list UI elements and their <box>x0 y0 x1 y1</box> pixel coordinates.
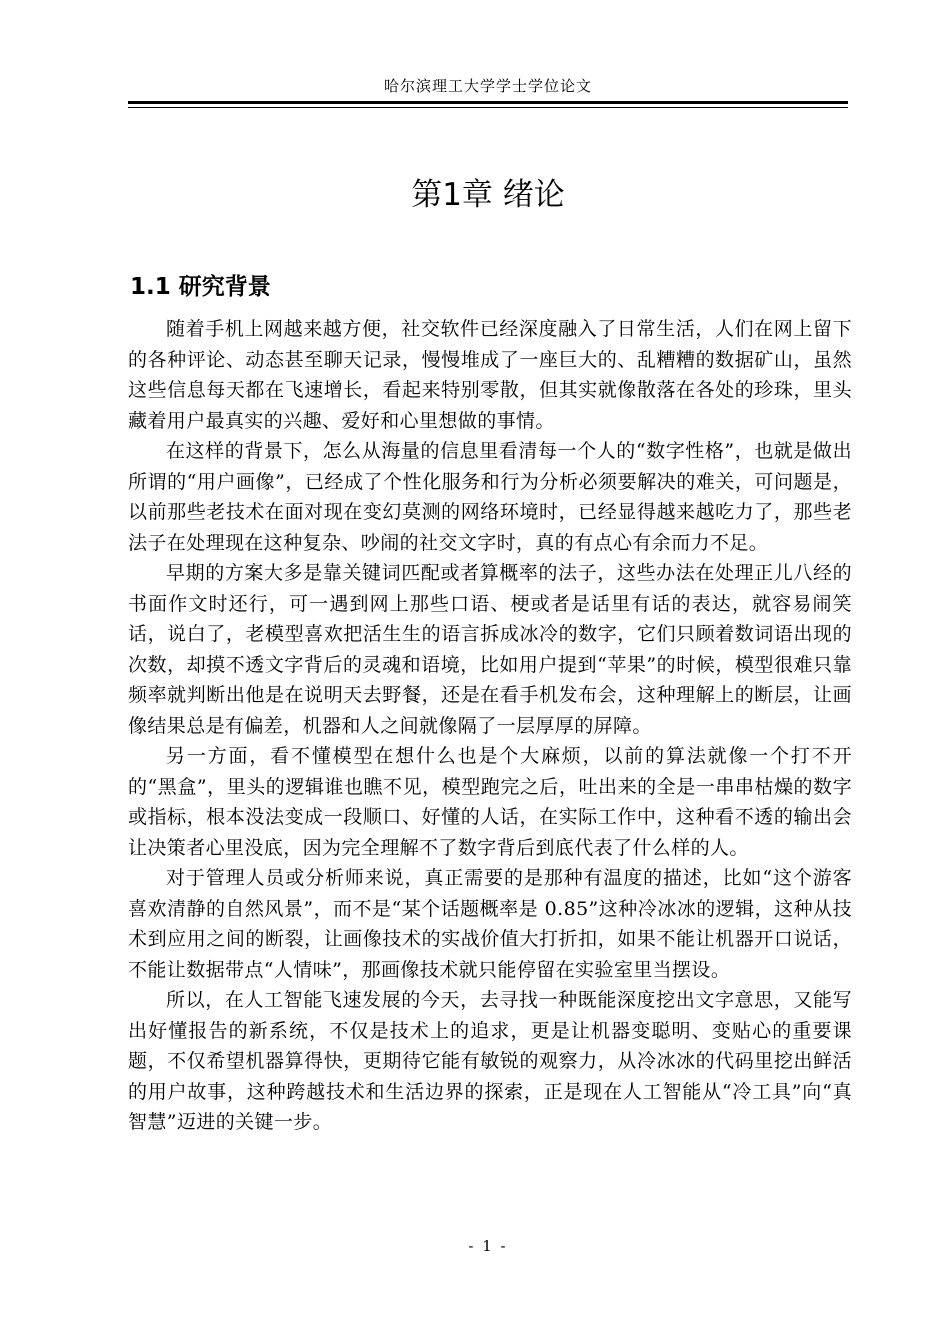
header-rule-thin <box>128 107 848 108</box>
chapter-title: 第1章 绪论 <box>411 176 565 213</box>
paragraph-1: 随着手机上网越来越方便，社交软件已经深度融入了日常生活，人们在网上留下的各种评论、动态甚至聊天记录，慢慢堆成了一座巨大的、乱糟糟的数据矿山，虽然这些信息每天都在飞速增长，看起来特别零散，但其实就像散落在各处的珍珠，里头藏着用户最真实的兴趣、爱好和心里想做的事情。 <box>128 318 852 432</box>
paragraph-2: 在这样的背景下，怎么从海量的信息里看清每一个人的“数字性格”，也就是做出所谓的“用户画像”，已经成了个性化服务和行为分析必须要解决的难关，可问题是，以前那些老技术在面对现在变幻莫测的网络环境时，已经显得越来越吃力了，那些老法子在处理现在这种复杂、吵闹的社交文字时，真的有点心有余而力不足。 <box>128 440 852 554</box>
paragraph-6: 所以，在人工智能飞速发展的今天，去寻找一种既能深度挖出文字意思，又能写出好懂报告的新系统，不仅是技术上的追求，更是让机器变聪明、变贴心的重要课题，不仅希望机器算得快，更期待它能有敏锐的观察力，从冷冰冰的代码里挖出鲜活的用户故事，这种跨越技术和生活边界的探索，正是现在人工智能从“冷工具”向“真智慧”迈进的关键一步。 <box>128 989 852 1133</box>
paragraph-5: 对于管理人员或分析师来说，真正需要的是那种有温度的描述，比如“这个游客喜欢清静的自然风景”，而不是“某个话题概率是 0.85”这种冷冰冰的逻辑，这种从技术到应用之间的断裂，让画像技术的实战价值大打折扣，如果不能让机器开口说话，不能让数据带点“人情味”，那画像技术就只能停留在实验室里当摆设。 <box>128 867 852 981</box>
paragraph-3: 早期的方案大多是靠关键词匹配或者算概率的法子，这些办法在处理正儿八经的书面作文时还行，可一遇到网上那些口语、梗或者是话里有话的表达，就容易闹笑话，说白了，老模型喜欢把活生生的语言拆成冰冷的数字，它们只顾着数词语出现的次数，却摸不透文字背后的灵魂和语境，比如用户提到“苹果”的时候，模型很难只靠频率就判断出他是在说明天去野餐，还是在看手机发布会，这种理解上的断层，让画像结果总是有偏差，机器和人之间就像隔了一层厚厚的屏障。 <box>128 562 852 737</box>
section-heading: 1.1 研究背景 <box>130 274 271 301</box>
running-header: 哈尔滨理工大学学士学位论文 <box>383 77 592 95</box>
page-number: - 1 - <box>468 1237 508 1255</box>
paragraph-4: 另一方面，看不懂模型在想什么也是个大麻烦，以前的算法就像一个打不开的“黑盒”，里头的逻辑谁也瞧不见，模型跑完之后，吐出来的全是一串串枯燥的数字或指标，根本没法变成一段顺口、好懂的人话，在实际工作中，这种看不透的输出会让决策者心里没底，因为完全理解不了数字背后到底代表了什么样的人。 <box>128 745 852 859</box>
header-rule-thick <box>128 101 848 104</box>
body-text <box>128 314 852 1138</box>
